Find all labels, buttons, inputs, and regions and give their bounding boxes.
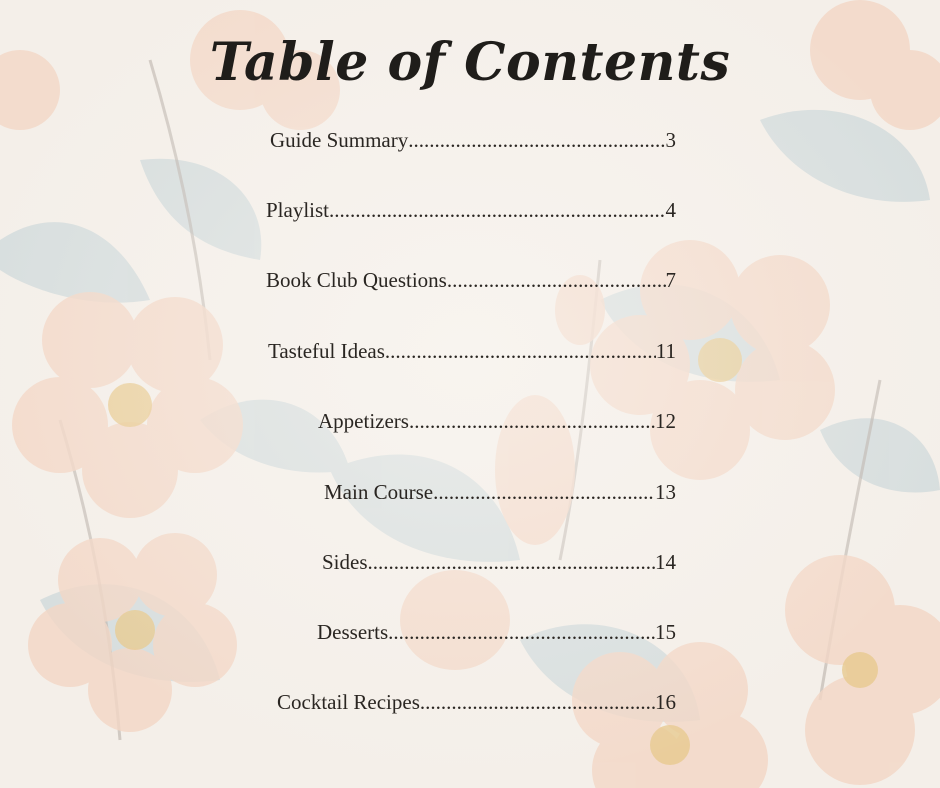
dot-leader	[385, 339, 656, 364]
toc-entry-page: 13	[655, 480, 676, 504]
dot-leader	[409, 409, 655, 434]
dot-leader	[447, 268, 666, 293]
toc-entry-page: 12	[655, 409, 676, 433]
toc-entry-guide-summary[interactable]	[270, 128, 676, 153]
toc-entry-tasteful-ideas[interactable]	[268, 339, 676, 364]
toc-entry-main-course[interactable]	[324, 480, 676, 505]
toc-entry-appetizers[interactable]	[318, 409, 676, 434]
toc-entry-page: 4	[665, 198, 676, 222]
toc-entry-page: 7	[665, 268, 676, 292]
toc-entry-label: Guide Summary	[270, 128, 409, 152]
toc-entry-label: Main Course	[324, 480, 434, 504]
toc-entry-label: Playlist	[266, 198, 330, 222]
dot-leader	[388, 620, 655, 645]
toc-entry-label: Appetizers	[318, 409, 409, 433]
toc-entry-playlist[interactable]	[266, 198, 676, 223]
toc-entry-sides[interactable]	[322, 550, 676, 575]
toc-entry-page: 11	[655, 339, 676, 363]
toc-entry-label: Tasteful Ideas	[268, 339, 385, 363]
dot-leader	[329, 198, 665, 223]
toc-entry-page: 3	[665, 128, 676, 152]
toc-entry-cocktail-recipes[interactable]	[277, 690, 676, 715]
page-title: Table of Contents	[209, 32, 731, 93]
toc-entry-page: 16	[655, 690, 676, 714]
toc-entry-label: Sides	[322, 550, 368, 574]
dot-leader	[408, 128, 665, 153]
toc-entry-page: 14	[655, 550, 676, 574]
toc-entry-page: 15	[655, 620, 676, 644]
dot-leader	[433, 480, 655, 505]
dot-leader	[368, 550, 655, 575]
toc-entry-book-club-questions[interactable]	[266, 268, 676, 293]
toc-entry-label: Cocktail Recipes	[277, 690, 420, 714]
toc-entry-label: Book Club Questions	[266, 268, 447, 292]
dot-leader	[420, 690, 655, 715]
toc-entry-label: Desserts	[317, 620, 389, 644]
toc-entry-desserts[interactable]	[317, 620, 676, 645]
